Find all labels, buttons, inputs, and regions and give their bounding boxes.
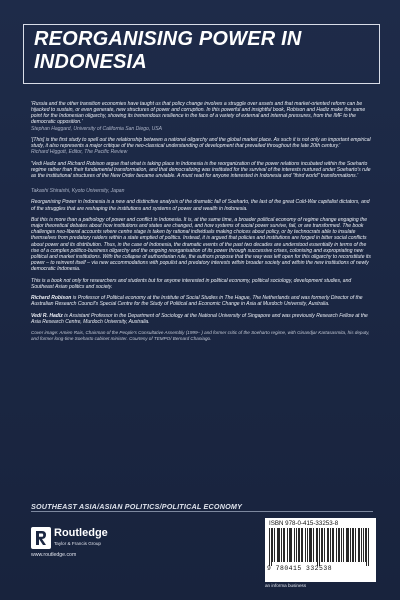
author-bio [31,313,373,325]
barcode-bar [279,528,280,562]
barcode-bar [313,528,314,562]
barcode-bar [296,528,297,562]
barcode-bar [322,528,323,562]
author-name: Richard Robison [31,295,72,302]
barcode-bar [299,528,300,562]
barcode-bar [277,528,278,562]
routledge-logo-icon [31,527,51,549]
publisher-url: www.routledge.com [31,552,77,558]
quote-text: 'Vedi Hadiz and Richard Robison argue that what is taking place in Indonesia is the reorganization of the power relations incubated within the Soeharto regime rather than their fundamental transformation, and that democratizing was instituted for the survival of the interests nurtured under Soeharto's rule as the institutional structures of the New Order became unviable. A must read for anyone interested in Indonesia and "third world" transformations.' [31,160,371,179]
barcode-bar [363,528,364,562]
barcode-bar [365,528,366,562]
subject-category: SOUTHEAST ASIA/ASIAN POLITICS/POLITICAL ECONOMY [31,502,243,511]
barcode-bar [283,528,284,562]
barcode-bar [368,528,369,566]
barcode-bar [346,528,347,562]
quote-attribution: Stephan Haggard, University of California San Diego, USA [31,125,163,132]
barcode-bar [352,528,353,562]
book-title: REORGANISING POWER IN INDONESIA [34,28,302,73]
description-paragraph: Reorganising Power in Indonesia is a new and distinctive analysis of the dramatic fall of Soeharto, the last of the great Cold-War capitalist dictators, and of the struggles that are reshaping the institutions and systems of power and wealth in Indonesia. [31,199,370,212]
isbn-barcode-block [265,518,376,582]
barcode-bar [302,528,303,562]
barcode-bar [332,528,333,562]
description-paragraph: This is a book not only for researchers and students but for anyone interested in political economy, political sociology, development studies, and Southeast Asian politics and society. [31,277,352,290]
barcode-bar [309,528,310,562]
barcode-bar [316,528,317,562]
divider [31,511,373,512]
barcode-bar [341,528,342,562]
barcode-bar [317,528,318,566]
barcode-bar [355,528,356,562]
barcode-bar [330,528,331,562]
barcode-bar [336,528,337,562]
barcode-bar [269,528,270,566]
barcode-bar [289,528,290,562]
barcode-bar [359,528,360,562]
publisher-name: Routledge [54,527,108,539]
barcode-bar [366,528,367,566]
barcode-bar [290,528,291,562]
barcode-bar [272,528,273,562]
publisher-logo [31,524,111,564]
barcode-bar [298,528,299,562]
barcode-bar [324,528,325,562]
cover-text [31,101,373,346]
author-bio [31,295,373,307]
informa-tagline: an informa business [265,583,307,588]
barcode-bar [305,528,306,562]
barcode-bar [338,528,339,562]
publisher-group: Taylor & Francis Group [54,541,101,546]
author-bio-text: is Assistant Professor in the Department of Sociology at the National University of Singapore and was previously Research Fellow at the Asia Research Centre, Murdoch University, Australia. [31,312,368,325]
barcode-bar [278,528,279,562]
barcode-bar [287,528,288,562]
quote-attribution: Richard Higgott, Editor, The Pacific Review [31,149,128,156]
barcode-bar [307,528,308,562]
description-paragraph: But this is more than a pathology of power and conflict in Indonesia. It is, at the same time, a broader political economy of regime change engaging the major theoretical debates about how institutions and states are changed, and how systems of social power survive, fail, or are transformed. The book challenges neo-liberal accounts where centre stage is taken by rational individuals making choices about policy, or by technocrats able to insulate themselves from predatory raiders within a state emptied of politics. Instead, it is argued that policies and institutions are forged in bitter social conflicts about power and its distribution. Thus, in the case of Indonesia, the dramatic events of the past two decades are understood essentially in terms of the rise of a complex politico-business oligarchy and the ongoing reorganisation of its power through successive crises, colonising and expropriating new political and market institutions. With the collapse of authoritarian rule, the authors propose that the way was left open for this oligarchy to reconstitute its power – to reinvent itself – via new accommodations with populist and predatory interests within broader society and within the new institutions of newly democratic Indonesia. [31,216,371,273]
barcode-bar [333,528,334,562]
cover-image-credit: Cover image: Amien Rais, Chairman of the People's Consultative Assembly (1999– ) and former critic of the Soeharto regime, with Ginandjar Kartasasmita, his deputy, and former long-time Soeharto cabinet minister. Courtesy of TEMPO/ Bernard Chaniago. [31,330,370,341]
quote-text: 'Russia and the other transition economies have taught us that policy change involves a struggle over assets and that market-oriented reform can be hijacked to sustain, or even generate, new structures of power and corruption. In this powerful and insightful book, Robison and Hadiz make the same point for the Indonesian oligarchy, showing its tremendous resilience in the face of a variety of external and internal pressures, from the IMF to the democratic opposition.' [31,101,366,126]
barcode-bar [339,528,340,562]
quote-attribution: Takashi Shiraishi, Kyoto University, Japan [31,188,125,195]
barcode-bar [271,528,272,566]
quote-1 [31,101,373,132]
barcode-bar [353,528,354,562]
barcode-bar [311,528,312,562]
barcode-bar [327,528,328,562]
barcode-bar [347,528,348,562]
barcode-digits: 9 780415 332538 [267,565,333,572]
quote-text: '[This] is the first study to spell out the relationship between a national oligarchy and the global market place. As such it is not only an important empirical study, it also represents a major critique of the neo-classical understanding of development that prevailed throughout the late 20th century.' [31,136,371,150]
barcode-bar [281,528,282,562]
barcode-bar [310,528,311,562]
barcode-bar [274,528,275,562]
barcode-bar [348,528,349,562]
barcode-bar [291,528,292,562]
barcode-bar [301,528,302,562]
barcode-bar [343,528,344,562]
quote-3 [31,161,373,195]
barcode-icon [269,528,369,566]
barcode-bar [284,528,285,562]
barcode-bar [321,528,322,562]
author-bio-text: is Professor of Political economy at the Institute of Social Studies in The Hague, The Netherlands and was formerly Director of the Australian Research Council's Special Centre for the Study of Political and Economic Change in Asia at Murdoch University, Australia. [31,295,363,308]
barcode-bar [358,528,359,562]
barcode-bar [361,528,362,562]
barcode-bar [350,528,351,562]
quote-2 [31,137,373,155]
author-name: Vedi R. Hadiz [31,312,63,319]
barcode-bar [328,528,329,562]
barcode-bar [319,528,320,566]
barcode-bar [294,528,295,562]
isbn-label: ISBN 978-0-415-33253-8 [269,520,339,527]
